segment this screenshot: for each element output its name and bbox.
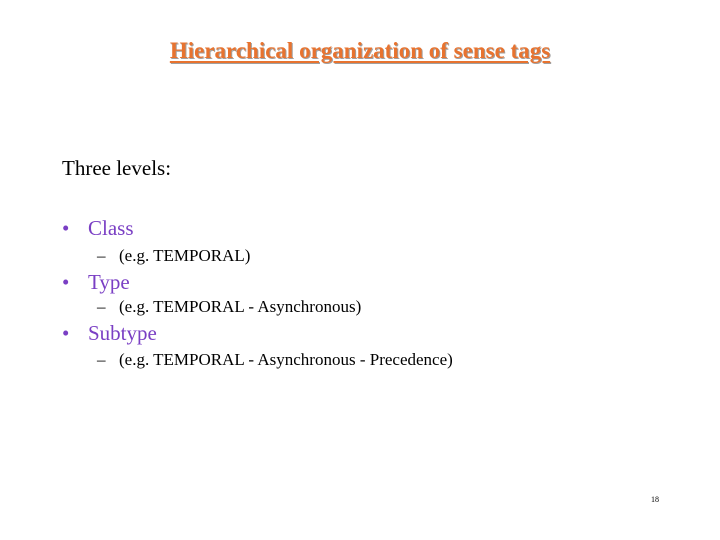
bullet-item-type [62, 270, 130, 295]
bullet-label: Type [88, 270, 130, 294]
sub-item-text: (e.g. TEMPORAL - Asynchronous - Precedence) [119, 350, 453, 369]
bullet-icon: • [62, 321, 70, 345]
bullet-icon: • [62, 216, 70, 240]
dash-icon: – [97, 350, 106, 369]
sub-item-subtype-example [97, 350, 453, 370]
sub-item-text: (e.g. TEMPORAL) [119, 246, 251, 265]
bullet-icon: • [62, 270, 70, 294]
intro-text: Three levels: [62, 156, 172, 180]
sub-item-text: (e.g. TEMPORAL - Asynchronous) [119, 297, 362, 316]
bullet-item-class [62, 216, 134, 241]
dash-icon: – [97, 246, 106, 265]
bullet-label: Subtype [88, 321, 157, 345]
dash-icon: – [97, 297, 106, 316]
sub-item-type-example [97, 297, 361, 317]
bullet-item-subtype [62, 321, 157, 346]
slide-title: Hierarchical organization of sense tags [169, 38, 551, 63]
bullet-label: Class [88, 216, 134, 240]
sub-item-class-example [97, 246, 250, 266]
page-number: 18 [651, 495, 659, 504]
